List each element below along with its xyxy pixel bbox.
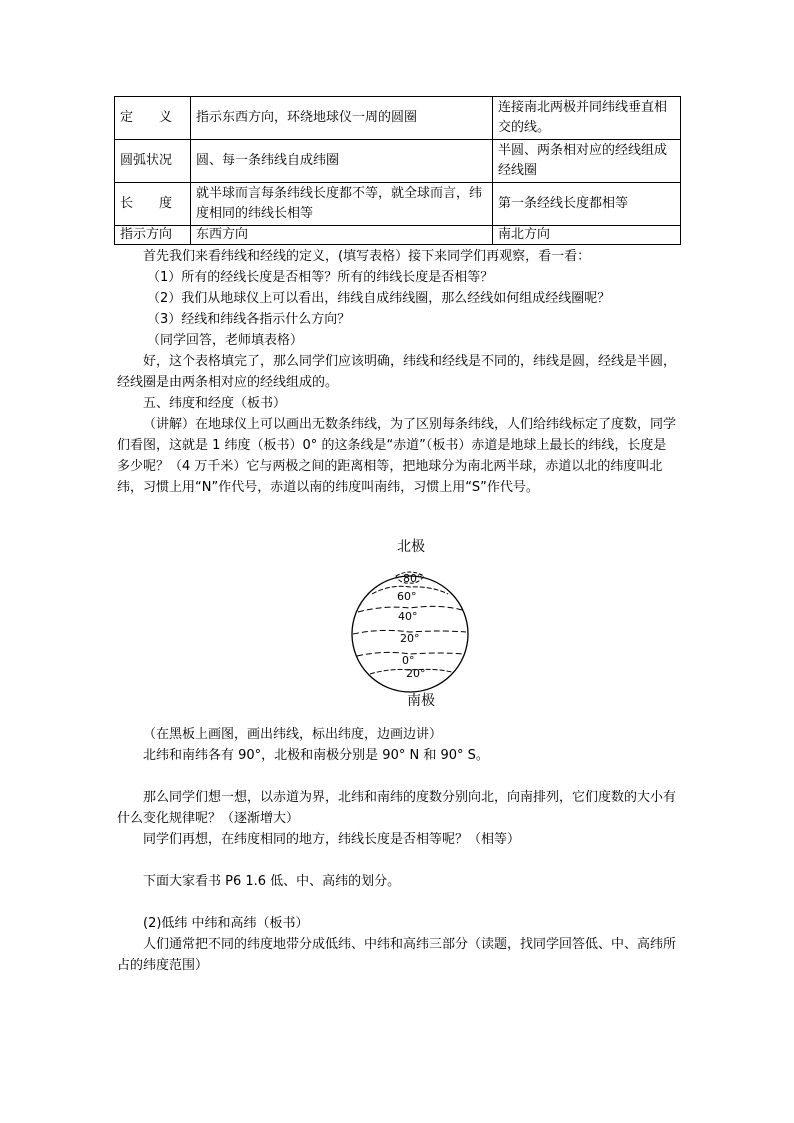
table-row: [115, 226, 681, 245]
subsection-heading: (2)低纬 中纬和高纬（板书）: [143, 916, 309, 931]
intro-paragraph: 首先我们来看纬线和经线的定义，(填写表格）接下来同学们再观察，看一看：: [143, 249, 591, 264]
label-80: 80°: [403, 572, 423, 585]
table-row: [115, 183, 681, 226]
table-row: [115, 97, 681, 140]
label-60: 60°: [397, 590, 417, 603]
latitude-cell: 圆、每一条纬线自成纬圈: [191, 140, 493, 183]
label-40: 40°: [398, 610, 418, 623]
section-heading: 五、纬度和经度（板书）: [143, 396, 287, 411]
explanation-paragraph: （讲解）在地球仪上可以画出无数条纬线，为了区别每条纬线，人们给纬线标定了度数，同学们看图，这就是 1 纬度（板书）0° 的这条线是“赤道”（板书）赤道是地球上最长的纬线，长度是多少呢？（4 万千米）它与两极之间的距离相等，把地球分为南北两半球，赤道以北的纬度叫北纬，习惯上用“N”作代号，赤道以南的纬度叫南纬，习惯上用“S”作代号。: [117, 417, 677, 495]
note-paragraph: （同学回答，老师填表格）: [147, 333, 304, 348]
table-row: [115, 140, 681, 183]
book-reference: 下面大家看书 P6 1.6 低、中、高纬的划分。: [143, 874, 401, 889]
degree-range-paragraph: 北纬和南纬各有 90°，北极和南极分别是 90° N 和 90° S。: [143, 748, 489, 763]
north-pole-label: 北极: [397, 539, 425, 555]
row-label: 长 度: [115, 183, 191, 226]
pattern-question: 那么同学们想一想，以赤道为界，北纬和南纬的度数分别向北，向南排列，它们度数的大小有什么变化规律呢？（逐渐增大）: [117, 790, 677, 826]
label-20s: 20°: [406, 667, 426, 680]
longitude-cell: 连接南北两极并同纬线垂直相交的线。: [493, 97, 681, 140]
question-2: （2）我们从地球仪上可以看出，纬线自成纬线圈，那么经线如何组成经线圈呢？: [147, 291, 611, 306]
longitude-cell: 南北方向: [493, 226, 681, 245]
longitude-cell: 第一条经线长度都相等: [493, 183, 681, 226]
label-20n: 20°: [400, 632, 420, 645]
globe-latitude-figure: [340, 532, 480, 710]
question-3: （3）经线和纬线各指示什么方向？: [147, 312, 351, 327]
latitude-cell: 就半球而言每条纬线长度都不等，就全球而言，纬度相同的纬线长相等: [191, 183, 493, 226]
row-label: 指示方向: [115, 226, 191, 245]
length-question: 同学们再想，在纬度相同的地方，纬线长度是否相等呢？（相等）: [143, 832, 521, 847]
globe-diagram: [340, 560, 480, 710]
south-pole-label: 南极: [407, 693, 435, 709]
row-label: 定 义: [115, 97, 191, 140]
question-1: （1）所有的经线长度是否相等？所有的纬线长度是否相等？: [147, 270, 494, 285]
drawing-note: （在黑板上画图，画出纬线，标出纬度，边画边讲）: [143, 727, 443, 742]
longitude-cell: 半圆、两条相对应的经线组成经线圈: [493, 140, 681, 183]
summary-paragraph: 好，这个表格填完了，那么同学们应该明确，纬线和经线是不同的，纬线是圆，经线是半圆，经线圈是由两条相对应的经线组成的。: [117, 354, 677, 390]
latitude-longitude-table: [114, 96, 681, 245]
latitude-cell: 东西方向: [191, 226, 493, 245]
division-paragraph: 人们通常把不同的纬度地带分成低纬、中纬和高纬三部分（读题，找同学回答低、中、高纬所占的纬度范围）: [117, 937, 677, 973]
latitude-cell: 指示东西方向，环绕地球仪一周的圆圈: [191, 97, 493, 140]
row-label: 圆弧状况: [115, 140, 191, 183]
label-0: 0°: [402, 654, 415, 667]
